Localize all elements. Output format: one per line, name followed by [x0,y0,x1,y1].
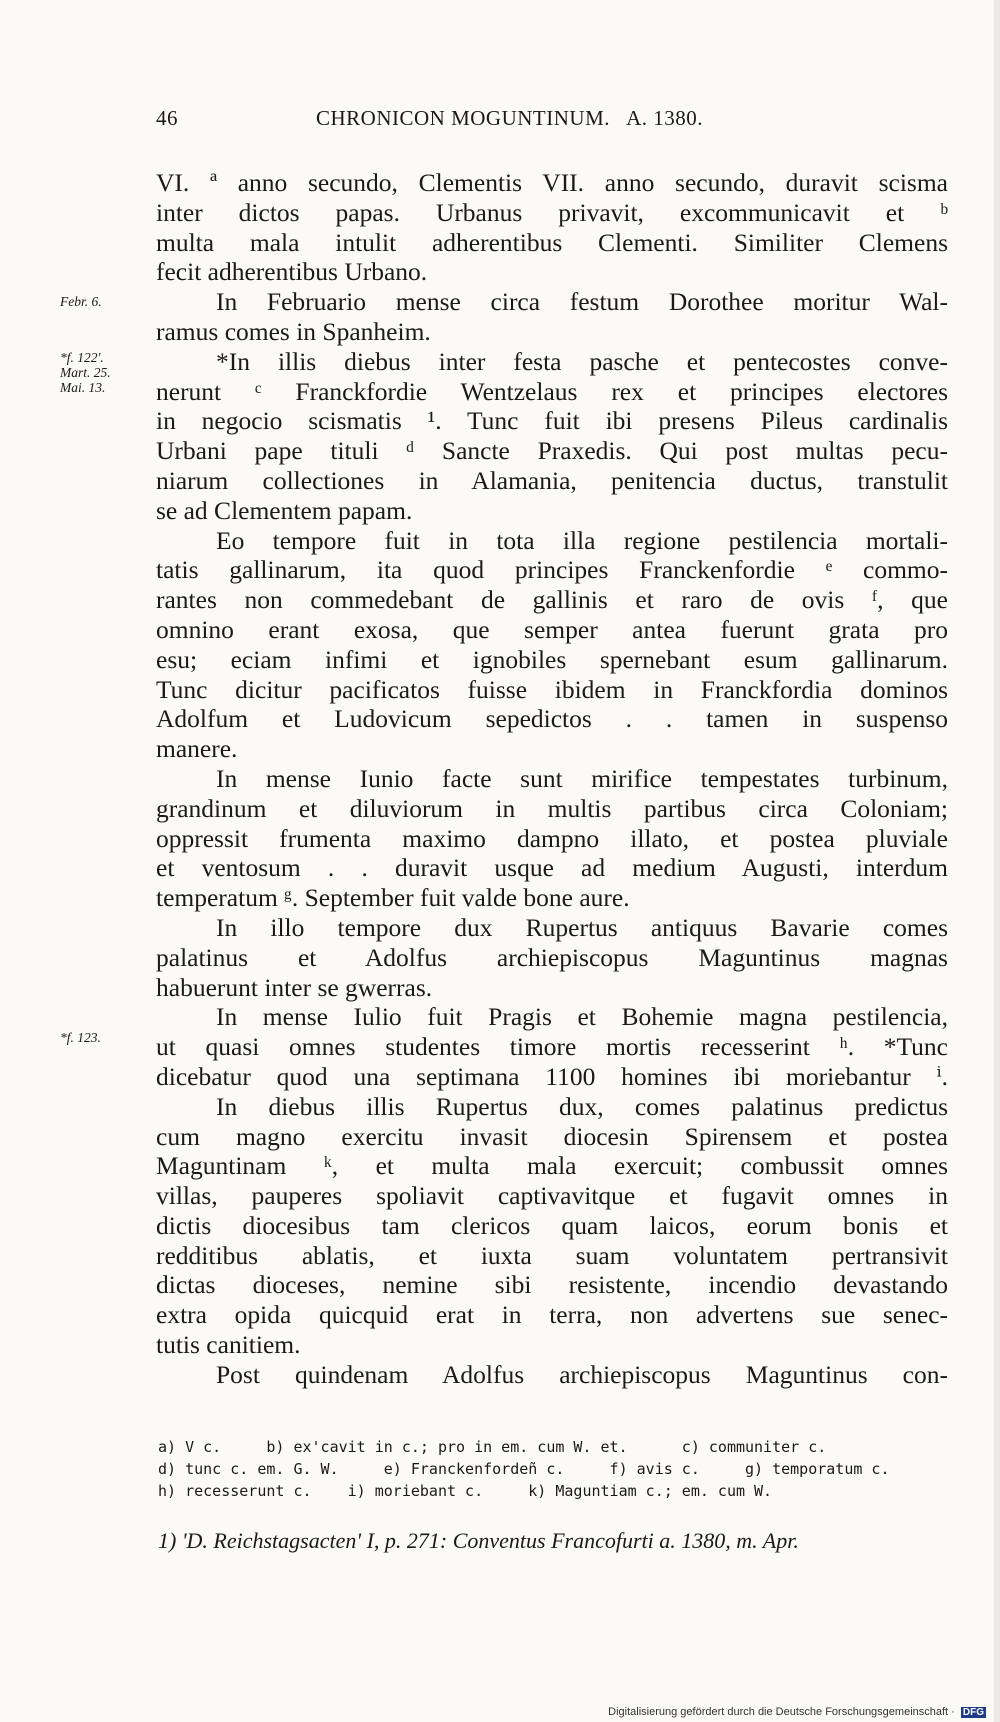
text-line: In mense Iunio facte sunt mirifice tempestates turbinum, [216,763,948,793]
margin-note-febr [60,294,160,309]
text-line: Eo tempore fuit in tota illa regione pestilencia mortali- [216,525,948,555]
text-line: Tunc dicitur pacificatos fuisse ibidem in Franckfordia dominos [156,674,948,704]
text-line: In Februario mense circa festum Dorothee moritur Wal- [216,287,948,317]
page-edge [994,0,1000,1722]
text-line: tatis gallinarum, ita quod principes Franckenfordie ᵉ commo- [156,555,948,585]
text-line: rantes non commedebant de gallinis et raro de ovis ᶠ, que [156,585,948,615]
text-line: Post quindenam Adolfus archiepiscopus Maguntinus con- [216,1359,948,1389]
text-line: *In illis diebus inter festa pasche et pentecostes conve- [216,346,948,376]
text-line: fecit adherentibus Urbano. [156,257,428,287]
text-line: manere. [156,734,238,764]
text-line: et ventosum . . duravit usque ad medium Augusti, interdum [156,853,948,883]
digitization-text: Digitalisierung gefördert durch die Deutsche Forschungsgemeinschaft · [608,1706,955,1718]
text-line: Adolfum et Ludovicum sepedictos . . tamen in suspenso [156,704,948,734]
text-line: ut quasi omnes studentes timore mortis recesserint ʰ. *Tunc [156,1032,948,1062]
text-line: extra opida quicquid erat in terra, non advertens sue senec- [156,1300,948,1330]
text-line: dictis diocesibus tam clericos quam laicos, eorum bonis et [156,1210,948,1240]
margin-note-febr-text: Febr. 6. [60,294,102,309]
dfg-logo: DFG [962,1707,984,1718]
footnote-line: h) recesserunt c. i) moriebant c. k) Maguntiam c.; em. cum W. [158,1482,773,1500]
text-line: temperatum ᵍ. September fuit valde bone aure. [156,883,630,913]
text-line: omnino erant exosa, que semper antea fuerunt grata pro [156,614,948,644]
text-line: villas, pauperes spoliavit captivavitque et fugavit omnes in [156,1181,948,1211]
main-text [156,168,948,1390]
text-line: ramus comes in Spanheim. [156,316,431,346]
margin-note-f122: *f. 122'. [60,350,104,365]
text-line: Urbani pape tituli ᵈ Sancte Praxedis. Qui post multas pecu- [156,436,948,466]
margin-note-mart: Mart. 25. [60,365,111,380]
footnote-line: a) V c. b) ex'cavit in c.; pro in em. cum W. et. c) communiter c. [158,1438,827,1456]
text-line: grandinum et diluviorum in multis partibus circa Coloniam; [156,793,948,823]
margin-note-f123: *f. 123. [60,1030,101,1045]
page-header [156,106,946,138]
running-title: CHRONICON MOGUNTINUM. A. 1380. [316,106,704,130]
text-line: In mense Iulio fuit Pragis et Bohemie magna pestilencia, [216,1002,948,1032]
text-line: oppressit frumenta maximo dampno illato, et postea pluviale [156,823,948,853]
digitization-credit [608,1706,986,1718]
text-line: nerunt ᶜ Franckfordie Wentzelaus rex et principes electores [156,376,948,406]
footnotes [158,1436,948,1502]
page-number: 46 [156,106,178,130]
text-line: tutis canitiem. [156,1330,301,1360]
text-line: In diebus illis Rupertus dux, comes palatinus predictus [216,1091,948,1121]
text-line: habuerunt inter se gwerras. [156,972,433,1002]
text-line: In illo tempore dux Rupertus antiquus Bavarie comes [216,912,948,942]
text-line: redditibus ablatis, et iuxta suam voluntatem pertransivit [156,1240,948,1270]
text-line: niarum collectiones in Alamania, penitencia ductus, transtulit [156,465,948,495]
text-line: cum magno exercitu invasit diocesin Spirensem et postea [156,1121,948,1151]
text-line: palatinus et Adolfus archiepiscopus Maguntinus magnas [156,942,948,972]
margin-note-f123-block [60,1030,160,1045]
text-line: dicebatur quod una septimana 1100 homines ibi moriebantur ⁱ. [156,1061,948,1091]
source-note: 1) 'D. Reichstagsacten' I, p. 271: Conventus Francofurti a. 1380, m. Apr. [158,1528,799,1553]
margin-note-group [60,350,160,395]
text-line: multa mala intulit adherentibus Clementi. Similiter Clemens [156,227,948,257]
text-line: Maguntinam ᵏ, et multa mala exercuit; combussit omnes [156,1151,948,1181]
margin-note-mai: Mai. 13. [60,380,106,395]
text-line: se ad Clementem papam. [156,495,413,525]
text-line: VI. ª anno secundo, Clementis VII. anno secundo, duravit scisma [156,168,948,197]
text-line: in negocio scismatis ¹. Tunc fuit ibi presens Pileus cardinalis [156,406,948,436]
footnote-line: d) tunc c. em. G. W. e) Franckenfordeñ c. f) avis c. g) temporatum c. [158,1460,890,1478]
text-line: esu; eciam infimi et ignobiles spernebant esum gallinarum. [156,644,948,674]
text-line: inter dictos papas. Urbanus privavit, excommunicavit et ᵇ [156,197,948,227]
text-line: dictas dioceses, nemine sibi resistente, incendio devastando [156,1270,948,1300]
